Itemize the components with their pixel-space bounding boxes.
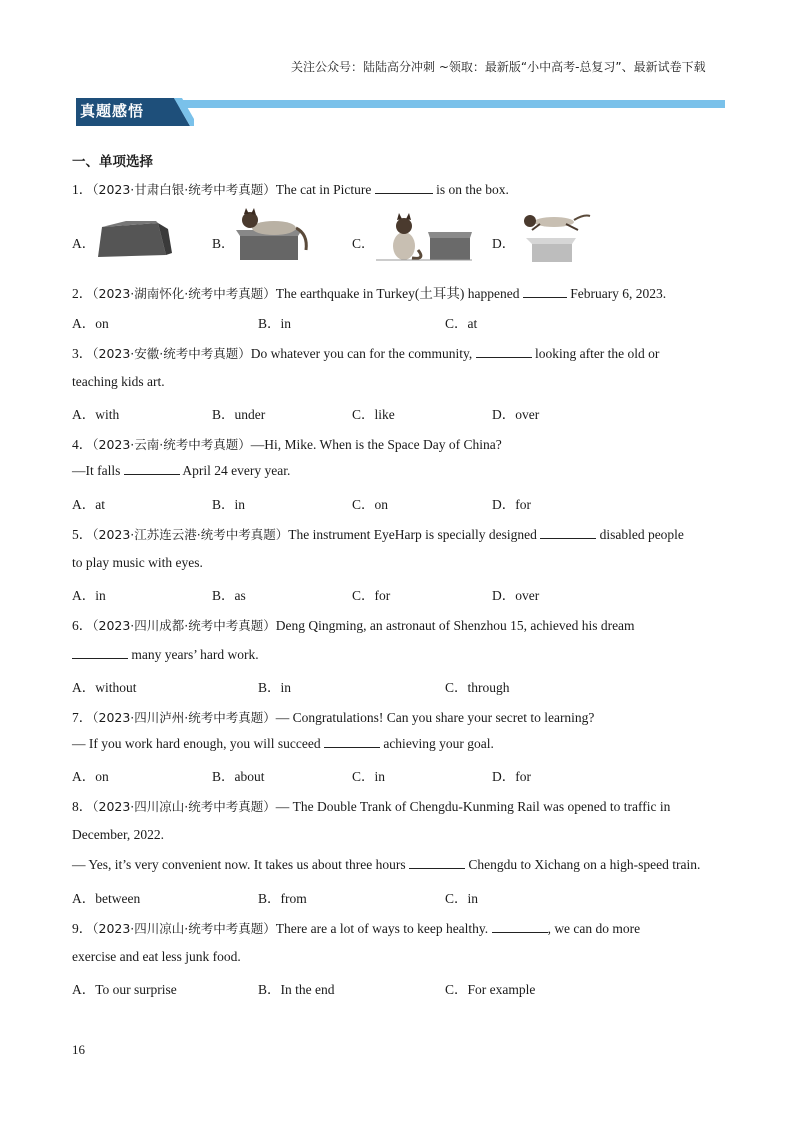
question-source: （2023·甘肃白银·统考中考真题） [92, 182, 276, 197]
option-a[interactable]: A．at [72, 497, 105, 512]
question-source: （2023·江苏连云港·统考中考真题） [92, 527, 289, 542]
question-source: （2023·四川成都·统考中考真题） [92, 618, 276, 633]
answer-blank [324, 746, 380, 748]
option-a[interactable]: A．in [72, 588, 106, 603]
question-text: , we can do more [547, 921, 641, 936]
cat-beside-box-picture-c [374, 210, 474, 262]
question-text-line2: teaching kids art. [72, 374, 165, 389]
question-text-line2 [72, 736, 494, 752]
question-text-line2: exercise and eat less junk food. [72, 949, 241, 964]
question-text: The cat in Picture [275, 182, 375, 197]
question-source: （2023·湖南怀化·统考中考真题） [92, 286, 276, 301]
question-text: —Hi, Mike. When is the Space Day of China? [250, 437, 502, 452]
option-b[interactable]: B．In the end [258, 982, 335, 997]
header-note: 关注公众号：陆陆高分冲刺 ~领取：最新版“小中高考-总复习”、最新试卷下载 [291, 60, 706, 74]
question-text: disabled people [596, 527, 684, 542]
option-a[interactable]: A．To our surprise [72, 982, 177, 997]
option-b[interactable]: B．as [212, 588, 246, 603]
option-c[interactable]: C．For example [445, 982, 536, 997]
question-text: is on the box. [432, 182, 509, 197]
option-b[interactable]: B．in [258, 316, 292, 331]
option-a[interactable]: A．between [72, 891, 141, 906]
question-7 [72, 706, 594, 726]
option-b[interactable]: B．in [258, 680, 292, 695]
question-number: 2． [72, 286, 93, 301]
option-d[interactable]: D．over [492, 407, 540, 422]
option-d[interactable]: D．over [492, 588, 540, 603]
question-text-line2 [72, 463, 290, 479]
option-a[interactable]: A． [72, 236, 96, 251]
dialogue-text: — If you work hard enough, you will succeed [72, 736, 324, 751]
question-source: （2023·云南·统考中考真题） [92, 437, 251, 452]
question-4 [72, 433, 502, 453]
question-1 [72, 178, 509, 198]
section-title: 一、单项选择 [72, 154, 153, 170]
box-picture-a [96, 215, 174, 261]
answer-blank [540, 537, 596, 539]
question-source: （2023·四川凉山·统考中考真题） [92, 921, 276, 936]
question-9 [72, 917, 640, 937]
page-number: 16 [72, 1042, 85, 1057]
option-c[interactable]: C．like [352, 407, 395, 422]
question-number: 1． [72, 182, 93, 197]
question-text: many years’ hard work. [128, 647, 259, 662]
question-6 [72, 614, 635, 634]
cat-on-box-picture-b [236, 206, 314, 262]
option-d[interactable]: D． [492, 236, 516, 251]
dialogue-text: —It falls [72, 463, 124, 478]
question-text: Deng Qingming, an astronaut of Shenzhou 15, achieved his dream [275, 618, 635, 633]
option-c[interactable]: C．in [445, 891, 479, 906]
answer-blank [492, 931, 548, 933]
dialogue-text: Chengdu to Xichang on a high-speed train. [464, 857, 701, 872]
option-c[interactable]: C．through [445, 680, 510, 695]
question-number: 8． [72, 799, 93, 814]
answer-blank [476, 356, 532, 358]
question-text-line2: December, 2022. [72, 827, 165, 842]
answer-blank [523, 296, 567, 298]
option-c[interactable]: C． [352, 236, 375, 251]
question-source: （2023·四川凉山·统考中考真题） [92, 799, 276, 814]
question-text: Do whatever you can for the community, [250, 346, 476, 361]
option-c[interactable]: C．on [352, 497, 389, 512]
question-text: February 6, 2023. [566, 286, 667, 301]
question-source: （2023·四川泸州·统考中考真题） [92, 710, 276, 725]
dialogue-text: April 24 every year. [179, 463, 291, 478]
option-c[interactable]: C．for [352, 588, 391, 603]
answer-blank [124, 473, 180, 475]
option-d[interactable]: D．for [492, 497, 531, 512]
question-2 [72, 282, 666, 302]
option-b[interactable]: B．from [258, 891, 307, 906]
dialogue-text: — Yes, it’s very convenient now. It takes us about three hours [72, 857, 409, 872]
question-text: The earthquake in Turkey(土耳其) happened [275, 286, 523, 301]
answer-blank [409, 867, 465, 869]
question-source: （2023·安徽·统考中考真题） [92, 346, 251, 361]
question-text-line2 [72, 647, 259, 663]
option-b[interactable]: B．about [212, 769, 265, 784]
banner-bar [140, 100, 725, 108]
option-a[interactable]: A．without [72, 680, 137, 695]
option-a[interactable]: A．on [72, 316, 109, 331]
answer-blank [375, 192, 433, 194]
option-c[interactable]: C．at [445, 316, 478, 331]
question-number: 6． [72, 618, 93, 633]
dialogue-text: achieving your goal. [379, 736, 494, 751]
question-text: There are a lot of ways to keep healthy. [275, 921, 492, 936]
question-number: 5． [72, 527, 93, 542]
option-a[interactable]: A．with [72, 407, 120, 422]
question-number: 4． [72, 437, 93, 452]
option-b[interactable]: B．in [212, 497, 246, 512]
question-text-line2: to play music with eyes. [72, 555, 203, 570]
cat-over-box-picture-d [512, 210, 594, 262]
question-number: 9． [72, 921, 93, 936]
question-3 [72, 342, 659, 362]
question-5 [72, 523, 684, 543]
question-text: looking after the old or [531, 346, 660, 361]
question-text: — The Double Trank of Chengdu-Kunming Rail was opened to traffic in [275, 799, 671, 814]
option-b[interactable]: B． [212, 236, 235, 251]
question-number: 7． [72, 710, 93, 725]
question-text: — Congratulations! Can you share your secret to learning? [275, 710, 595, 725]
option-c[interactable]: C．in [352, 769, 386, 784]
question-text: The instrument EyeHarp is specially designed [288, 527, 541, 542]
option-a[interactable]: A．on [72, 769, 109, 784]
question-8 [72, 795, 670, 815]
question-number: 3． [72, 346, 93, 361]
option-b[interactable]: B．under [212, 407, 266, 422]
answer-blank [72, 657, 128, 659]
banner-title: 真题感悟 [80, 102, 145, 120]
question-text-line3 [72, 857, 700, 873]
option-d[interactable]: D．for [492, 769, 531, 784]
